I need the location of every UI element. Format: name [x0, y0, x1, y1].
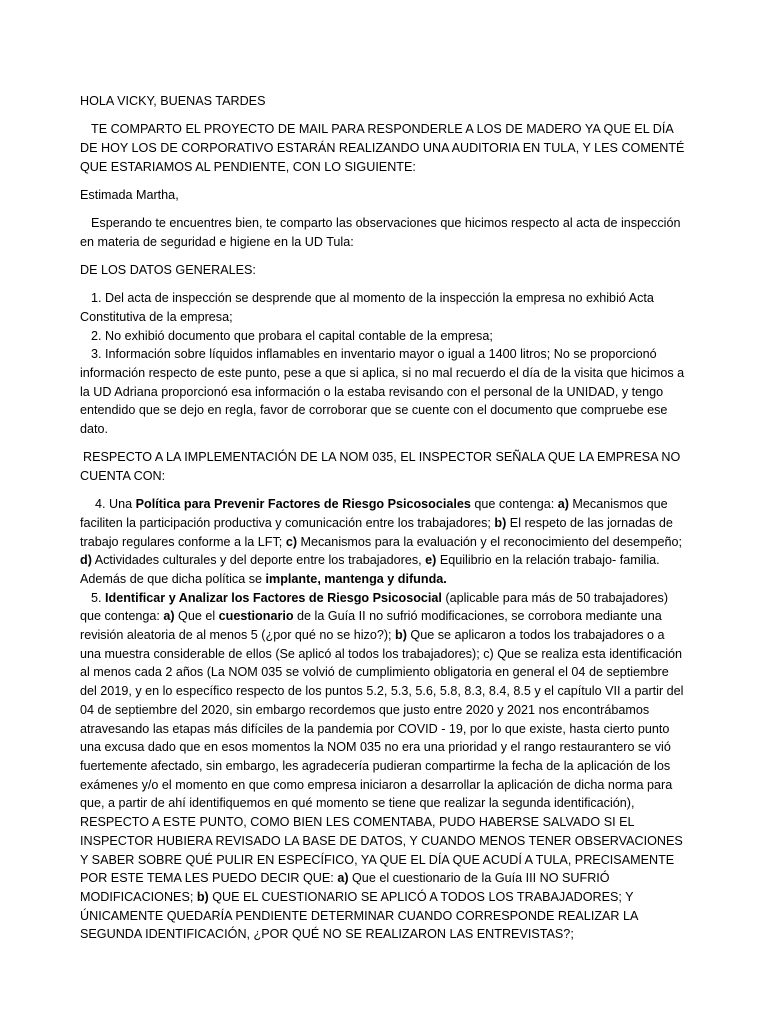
item5-bold-cuestionario: cuestionario	[218, 609, 294, 624]
list-item-2: 2. No exhibió documento que probara el capital contable de la empresa;	[91, 328, 493, 343]
item5-bold-title: Identificar y Analizar los Factores de Riesgo Psicosocial	[105, 590, 442, 605]
item5-letter-b-upper: b)	[196, 889, 209, 904]
item4-letter-b: b)	[494, 515, 507, 530]
body-paragraph: Esperando te encuentres bien, te comparto las observaciones que hicimos respecto al acta de inspección en materia de seguridad e higiene en la UD Tula:	[80, 216, 681, 249]
item4-letter-e: e)	[425, 553, 437, 568]
item4-text: que contenga:	[470, 497, 558, 512]
item5-letter-a-upper: a)	[337, 871, 349, 886]
intro-paragraph: TE COMPARTO EL PROYECTO DE MAIL PARA RESPONDERLE A LOS DE MADERO YA QUE EL DÍA DE HOY LOS DE CORPORATIVO ESTARÁN REALIZANDO UNA AUDITORIA EN TULA, Y LES COMENTÉ QUE ESTARIAMOS AL PENDIENTE, CON LO SIGUIENTE:	[80, 122, 685, 174]
greeting: HOLA VICKY, BUENAS TARDES	[80, 94, 266, 108]
item5-text: Que el cuestionario de la Guía III NO SUFRIÓ MODIFICACIONES;	[80, 871, 610, 904]
item5-text: QUE EL CUESTIONARIO SE APLICÓ A TODOS LOS TRABAJADORES; Y ÚNICAMENTE QUEDARÍA PENDIENTE DETERMINAR CUANDO CORRESPONDE REALIZAR LA SEGUNDA IDENTIFICACIÓN, ¿POR QUÉ NO SE REALIZARON LAS ENTREVISTAS?;	[80, 889, 638, 942]
section-heading-datos-generales: DE LOS DATOS GENERALES:	[80, 262, 256, 277]
item4-text: Mecanismos que faciliten la participación productiva y comunicación entre los trabajadores;	[80, 497, 668, 530]
item5-text: Que se aplicaron a todos los trabajadores o a una muestra considerable de ellos (Se aplicó al todos los trabajadores); c) Que se realiza esta identificación al menos cada 2 años (La NOM 035 se volvió de cumplimiento obligatoria en general el 04 de septiembre del 2019, y en lo específico respecto de los puntos 5.2, 5.3, 5.6, 5.8, 8.3, 8.4, 8.5 y el capítulo VII a partir del 04 de septiembre del 2020, sin embargo recordemos que justo entre 2020 y 2021 nos encontrábamos atravesando las etapas más difíciles de la pandemia por COVID - 19, por lo que existe, hasta cierto punto una excusa dado que en esos momentos la NOM 035 no era una prioridad y el rango restaurantero se vió fuertemente afectado, sin embargo, les agradecería pudieran compartirme la fecha de la aplicación de los exámenes y/o el momento en que como empresa iniciaron a desarrollar la aplicación de dicha norma para que, a partir de ahí identifiquemos en qué momento se tiene que realizar la segunda identificación), RESPECTO A ESTE PUNTO, COMO BIEN LES COMENTABA, PUDO HABERSE SALVADO SI EL INSPECTOR HUBIERA REVISADO LA BASE DE DATOS, Y CUANDO MENOS TENER OBSERVACIONES Y SABER SOBRE QUÉ PULIR EN ESPECÍFICO, YA QUE EL DÍA QUE ACUDÍ A TULA, PRECISAMENTE POR ESTE TEMA LES PUEDO DECIR QUE:	[80, 628, 684, 886]
item5-text: de la Guía II no sufrió modificaciones, se corrobora mediante una revisión aleatoria de al menos 5 (¿por qué no se hizo?);	[80, 609, 662, 643]
list-item-4	[80, 495, 686, 589]
item4-text: 4. Una	[95, 497, 136, 512]
salutation: Estimada Martha,	[80, 187, 179, 202]
item5-letter-b: b)	[395, 628, 407, 643]
item4-text: Actividades culturales y del deporte entre los trabajadores,	[91, 553, 426, 568]
item4-letter-d: d)	[80, 553, 92, 568]
item5-letter-a: a)	[163, 609, 175, 624]
item4-bold-title: Política para Prevenir Factores de Riesgo Psicosociales	[135, 497, 471, 512]
item4-text: Mecanismos para la evaluación y el reconocimiento del desempeño;	[297, 534, 683, 549]
item5-text: 5.	[91, 590, 106, 605]
item5-text: (aplicable para más de 50 trabajadores) que contenga:	[80, 590, 669, 624]
list-item-1: 1. Del acta de inspección se desprende que al momento de la inspección la empresa no exhibió Acta Constitutiva de la empresa;	[80, 291, 654, 324]
list-item-3: 3. Información sobre líquidos inflamables en inventario mayor o igual a 1400 litros; No se proporcionó información respecto de este punto, pese a que si aplica, si no mal recuerdo el día de la visita que hicimos a la UD Adriana proporcionó esa información o la estaba revisando con el personal de la UNIDAD, y tengo entendido que se dejo en regla, favor de corroborar que se cuente con el documento que compruebe ese dato.	[80, 347, 685, 437]
item4-bold-ending: implante, mantenga y difunda.	[265, 571, 447, 586]
section-heading-nom-035: RESPECTO A LA IMPLEMENTACIÓN DE LA NOM 035, EL INSPECTOR SEÑALA QUE LA EMPRESA NO CUENTA CON:	[80, 450, 681, 483]
item4-text: El respeto de las jornadas de trabajo regulares conforme a la LFT;	[80, 515, 673, 549]
item4-text: Equilibrio en la relación trabajo- familia. Además de que dicha política se	[80, 553, 660, 586]
item4-letter-a: a)	[557, 497, 569, 512]
item4-letter-c: c)	[285, 534, 298, 549]
list-item-5	[80, 589, 686, 944]
item5-text: Que el	[174, 609, 219, 624]
document-page	[80, 92, 686, 944]
